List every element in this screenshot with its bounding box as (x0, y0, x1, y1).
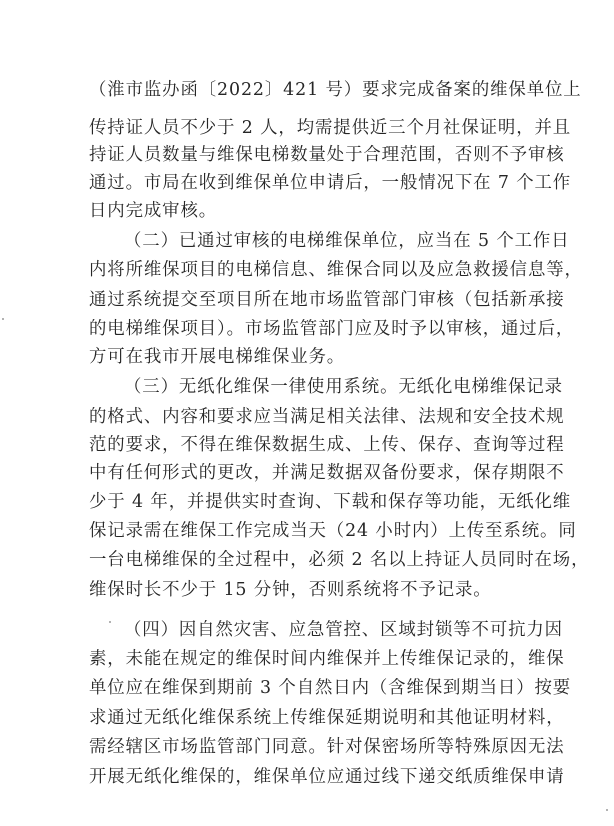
text-line-2: 传持证人员不少于 2 人，均需提供近三个月社保证明，并且 (89, 118, 572, 138)
scan-speck (606, 809, 608, 811)
text-line-10: 方可在我市开展电梯维保业务。 (89, 347, 346, 367)
text-line-6: （二）已通过审核的电梯维保单位，应当在 5 个工作日 (124, 231, 570, 251)
text-line-5: 日内完成审核。 (89, 201, 218, 221)
text-line-22: 求通过无纸化维保系统上传维保延期说明和其他证明材料， (89, 708, 565, 728)
text-line-9: 的电梯维保项目）。市场监管部门应及时予以审核，通过后， (89, 319, 575, 339)
scan-speck (109, 621, 111, 623)
scan-speck (2, 318, 4, 320)
text-line-21: 单位应在维保到期前 3 个自然日内（含维保到期当日）按要 (89, 678, 572, 698)
text-line-7: 内将所维保项目的电梯信息、维保合同以及应急救援信息等， (89, 260, 583, 280)
text-line-8: 通过系统提交至项目所在地市场监管部门审核（包括新承接 (89, 290, 565, 310)
text-line-17: 一台电梯维保的全过程中，必须 2 名以上持证人员同时在场， (89, 550, 590, 570)
text-line-20: 素，未能在规定的维保时间内维保并上传维保记录的，维保 (89, 649, 565, 669)
text-line-24: 开展无纸化维保的，维保单位应通过线下递交纸质维保申请 (89, 767, 565, 787)
text-line-18: 维保时长不少于 15 分钟，否则系统将不予记录。 (89, 580, 492, 600)
text-line-15: 少于 4 年，并提供实时查询、下载和保存等功能，无纸化维 (89, 492, 572, 512)
text-line-11: （三）无纸化维保一律使用系统。无纸化电梯维保记录 (124, 377, 563, 397)
text-line-19: （四）因自然灾害、应急管控、区域封锁等不可抗力因 (124, 620, 563, 640)
text-line-14: 中有任何形式的更改，并满足数据双备份要求，保存期限不 (89, 463, 565, 483)
text-line-16: 保记录需在维保工作完成当天（24 小时内）上传至系统。同 (89, 521, 577, 541)
text-line-13: 范的要求，不得在维保数据生成、上传、保存、查询等过程 (89, 435, 565, 455)
text-line-4: 通过。市局在收到维保单位申请后，一般情况下在 7 个工作 (89, 173, 572, 193)
text-line-12: 的格式、内容和要求应当满足相关法律、法规和安全技术规 (89, 407, 565, 427)
text-line-1: （淮市监办函〔2022〕421 号）要求完成备案的维保单位上 (89, 80, 582, 100)
text-line-3: 持证人员数量与维保电梯数量处于合理范围，否则不予审核 (89, 145, 565, 165)
text-line-23: 需经辖区市场监管部门同意。针对保密场所等特殊原因无法 (89, 737, 565, 757)
